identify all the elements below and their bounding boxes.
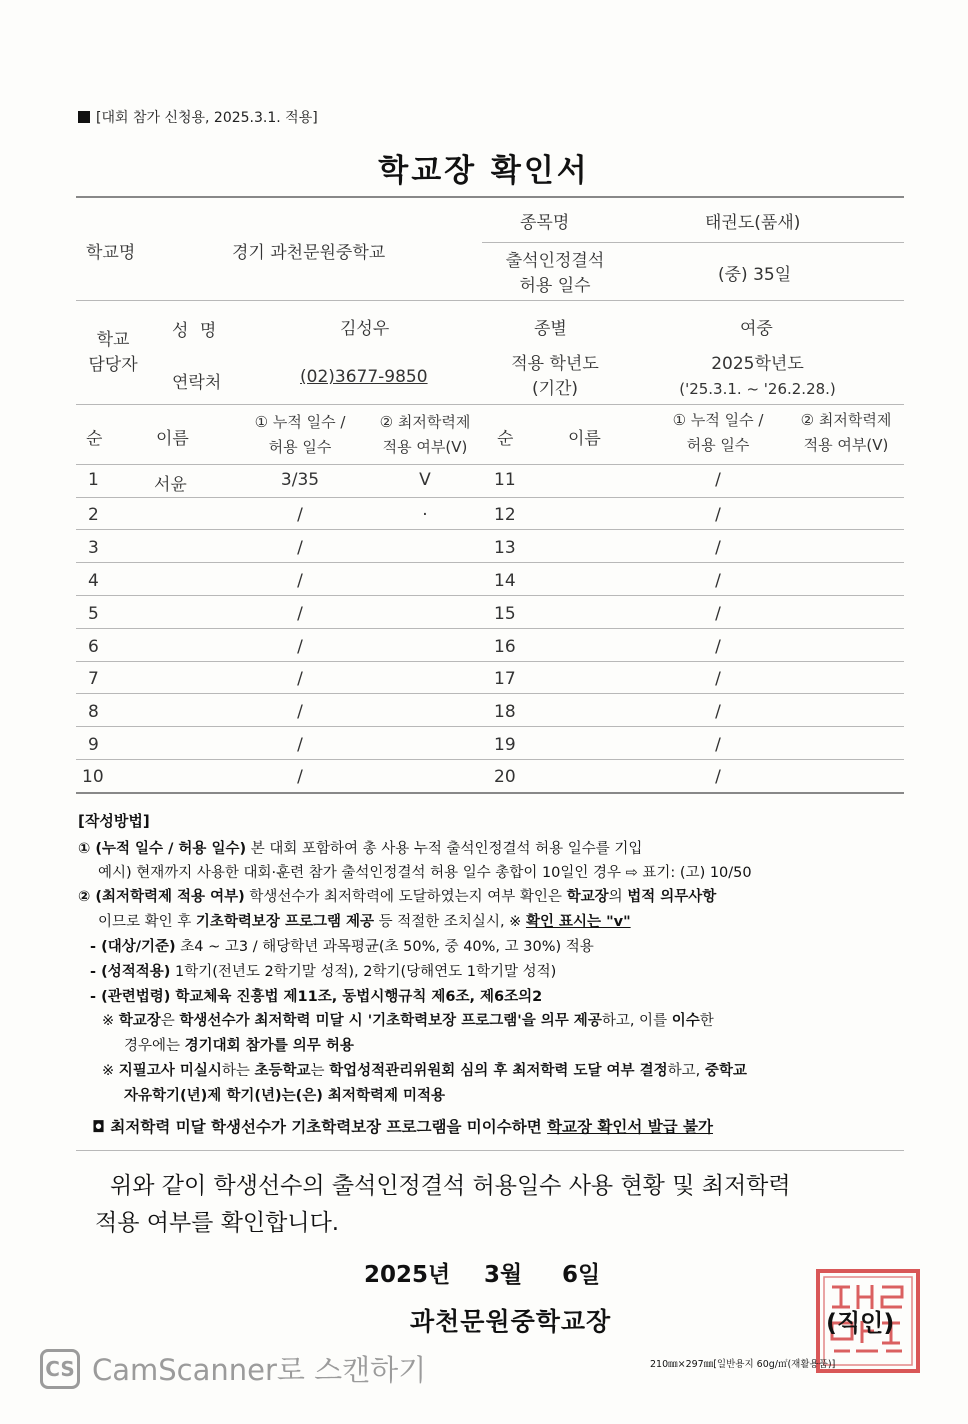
confirmation-line: 적용 여부를 확인합니다. [95, 1210, 340, 1236]
row-number: 20 [494, 767, 516, 787]
instruction-line: ※ 학교장은 학생선수가 최저학력 미달 시 '기초학력보장 프로그램'을 의무 제공하고, 이를 이수한 [102, 1013, 714, 1029]
contact-value: (02)3677-9850 [300, 367, 428, 387]
instruction-line: 경우에는 경기대회 참가를 의무 허용 [124, 1038, 354, 1054]
cumulative-days: / [297, 538, 303, 558]
cumulative-days: / [715, 470, 721, 490]
row-number: 7 [88, 669, 99, 689]
confirmation-line: 위와 같이 학생선수의 출석인정결석 허용일수 사용 현황 및 최저학력 [110, 1173, 791, 1199]
rule [76, 464, 904, 465]
manager-name-label: 성 명 [172, 321, 220, 341]
row-number: 1 [88, 470, 99, 490]
row-number: 2 [88, 505, 99, 525]
rule [76, 404, 904, 405]
instruction-line: - (성적적용) 1학기(전년도 2학기말 성적), 2학기(당해연도 1학기말 성적) [90, 964, 557, 980]
row-number: 10 [82, 767, 104, 787]
applied-year-label: 적용 학년도 (기간) [511, 354, 599, 399]
square-bullet-icon [78, 111, 90, 123]
absence-days-value: (중) 35일 [718, 265, 792, 285]
cumulative-days: / [297, 505, 303, 525]
instruction-line: 이므로 확인 후 기초학력보장 프로그램 제공 등 적절한 조치실시, ※ 확인 표시는 "v" [98, 914, 631, 930]
cumulative-days: / [297, 604, 303, 624]
rule [76, 300, 904, 301]
date-month: 3월 [484, 1262, 523, 1288]
event-value: 태권도(품새) [705, 213, 801, 233]
table-bottom-border [76, 792, 904, 794]
row-number: 13 [494, 538, 516, 558]
date-day: 6일 [562, 1262, 601, 1288]
col-days-header-right: ① 누적 일수 / 허용 일수 [672, 411, 764, 454]
cumulative-days: / [297, 702, 303, 722]
rule [76, 562, 904, 563]
rule [76, 1150, 904, 1151]
event-label: 종목명 [520, 213, 570, 233]
cumulative-days: / [715, 702, 721, 722]
instruction-warning: ◘ 최저학력 미달 학생선수가 기초학력보장 프로그램을 미이수하면 학교장 확인서 발급 불가 [92, 1118, 713, 1136]
cumulative-days: / [715, 538, 721, 558]
row-number: 15 [494, 604, 516, 624]
row-number: 14 [494, 571, 516, 591]
col-min-academic-header: ② 최저학력제 적용 여부(V) [379, 413, 471, 456]
seal-label: (직인) [826, 1309, 895, 1337]
row-number: 17 [494, 669, 516, 689]
school-name-label: 학교명 [86, 243, 136, 263]
cumulative-days: / [715, 505, 721, 525]
cumulative-days: / [715, 637, 721, 657]
rule [76, 661, 904, 662]
cumulative-days: / [297, 637, 303, 657]
cumulative-days: / [715, 669, 721, 689]
cumulative-days: / [297, 669, 303, 689]
instruction-line: - (관련법령) 학교체육 진흥법 제11조, 동법시행규칙 제6조, 제6조의2 [90, 989, 543, 1005]
row-number: 6 [88, 637, 99, 657]
form-usage-note: [대회 참가 신청용, 2025.3.1. 적용] [78, 107, 318, 127]
principal-title: 과천문원중학교장 [410, 1307, 612, 1336]
type-value: 여중 [740, 319, 773, 339]
col-min-academic-header-right: ② 최저학력제 적용 여부(V) [800, 411, 892, 454]
rule [76, 726, 904, 727]
row-number: 16 [494, 637, 516, 657]
rule [76, 497, 904, 498]
instruction-line: ① (누적 일수 / 허용 일수) 본 대회 포함하여 총 사용 누적 출석인정결석 허용 일수를 기입 [78, 841, 643, 857]
paper-spec: 210㎜×297㎜[일반용지 60g/㎡(재활용품)] [650, 1359, 836, 1370]
document-title: 학교장 확인서 [378, 153, 590, 189]
applied-year-value: 2025학년도 ('25.3.1. ~ '26.2.28.) [679, 354, 836, 398]
instruction-line: ② (최저학력제 적용 여부) 학생선수가 최저학력에 도달하였는지 여부 확인은 학교장의 법적 의무사항 [78, 889, 717, 905]
camscanner-logo-icon: CS [40, 1349, 80, 1389]
instruction-line: ※ 지필고사 미실시하는 초등학교는 학업성적관리위원회 심의 후 최저학력 도달 여부 결정하고, 중학교 [102, 1063, 747, 1079]
absence-days-label: 출석인정결석 허용 일수 [505, 251, 605, 296]
instructions-heading: [작성방법] [78, 812, 150, 830]
type-label: 종별 [534, 319, 567, 339]
cumulative-days: / [715, 735, 721, 755]
row-number: 12 [494, 505, 516, 525]
cumulative-days: / [297, 571, 303, 591]
camscanner-text: CamScanner로 스캔하기 [92, 1353, 427, 1387]
min-academic-check: V [419, 470, 431, 490]
row-number: 11 [494, 470, 516, 490]
row-number: 5 [88, 604, 99, 624]
table-top-border [76, 196, 904, 198]
row-number: 19 [494, 735, 516, 755]
rule [76, 693, 904, 694]
school-name-value: 경기 과천문원중학교 [232, 243, 386, 263]
rule [76, 759, 904, 760]
col-seq-header: 순 [86, 429, 103, 449]
cumulative-days: / [297, 735, 303, 755]
rule [482, 242, 904, 243]
manager-name-value: 김성우 [340, 319, 390, 339]
student-name: 서윤 [154, 475, 187, 495]
col-name-header: 이름 [156, 429, 189, 449]
cumulative-days: / [715, 571, 721, 591]
cumulative-days: / [297, 767, 303, 787]
instruction-line: - (대상/기준) 초4 ~ 고3 / 해당학년 과목평균(초 50%, 중 40%, 고 30%) 적용 [90, 939, 594, 955]
rule [76, 595, 904, 596]
row-number: 18 [494, 702, 516, 722]
rule [76, 529, 904, 530]
row-number: 8 [88, 702, 99, 722]
date-year: 2025년 [364, 1262, 451, 1288]
school-manager-label: 학교 담당자 [88, 330, 138, 375]
col-name-header-right: 이름 [568, 429, 601, 449]
col-seq-header-right: 순 [497, 429, 514, 449]
cumulative-days: 3/35 [280, 470, 320, 490]
row-number: 9 [88, 735, 99, 755]
instruction-line: 자유학기(년)제 학기(년)는(은) 최저학력제 미적용 [124, 1088, 446, 1104]
cumulative-days: / [715, 604, 721, 624]
row-number: 4 [88, 571, 99, 591]
cumulative-days: / [715, 767, 721, 787]
instruction-line: 예시) 현재까지 사용한 대회·훈련 참가 출석인정결석 허용 일수 총합이 10일인 경우 ⇨ 표기: (고) 10/50 [98, 865, 752, 881]
contact-label: 연락처 [172, 373, 222, 393]
col-days-header: ① 누적 일수 / 허용 일수 [254, 413, 346, 456]
rule [76, 628, 904, 629]
camscanner-watermark [40, 1348, 426, 1389]
min-academic-check: · [422, 505, 428, 525]
row-number: 3 [88, 538, 99, 558]
